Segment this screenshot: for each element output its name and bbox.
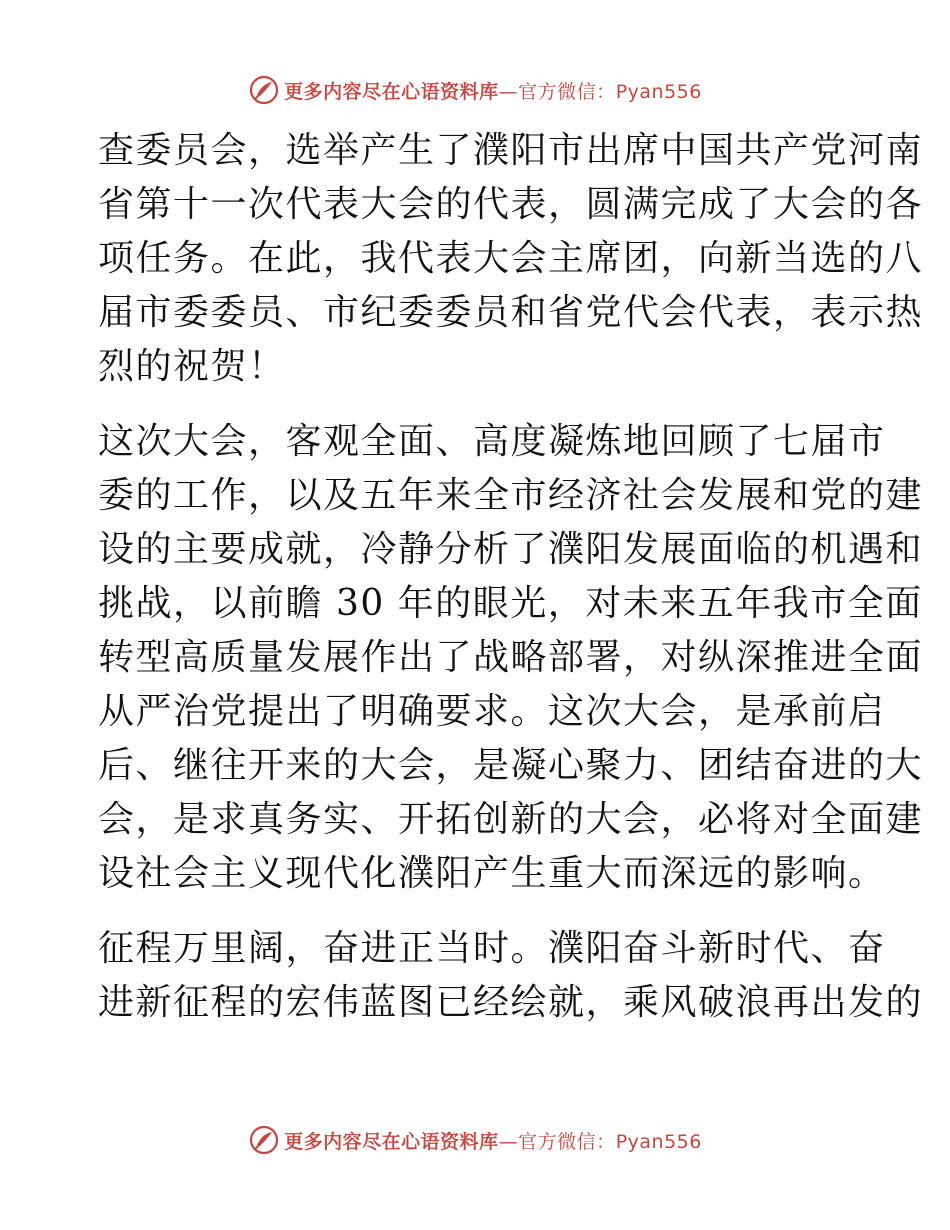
pen-logo-icon bbox=[248, 1124, 280, 1156]
footer-watermark bbox=[0, 1120, 950, 1160]
document-body bbox=[98, 124, 924, 1030]
watermark-text bbox=[284, 77, 702, 104]
paragraph bbox=[98, 124, 924, 394]
text-line: 查委员会，选举产生了濮阳市出席中国共产党河南 bbox=[98, 130, 924, 171]
text-line: 项任务。在此，我代表大会主席团，向新当选的八 bbox=[98, 238, 924, 279]
text-line: 转型高质量发展作出了战略部署，对纵深推进全面 bbox=[98, 637, 924, 678]
text-line: 届市委委员、市纪委委员和省党代会代表，表示热 bbox=[98, 292, 924, 333]
header-watermark bbox=[0, 70, 950, 110]
text-line: 省第十一次代表大会的代表，圆满完成了大会的各 bbox=[98, 184, 924, 225]
paragraph bbox=[98, 922, 924, 1030]
text-line: 挑战，以前瞻 30 年的眼光，对未来五年我市全面 bbox=[98, 583, 923, 624]
text-line: 进新征程的宏伟蓝图已经绘就，乘风破浪再出发的 bbox=[98, 982, 924, 1023]
text-line: 委的工作，以及五年来全市经济社会发展和党的建 bbox=[98, 475, 924, 516]
paragraph bbox=[98, 415, 924, 901]
watermark-separator: — bbox=[498, 80, 519, 103]
watermark-wechat-id: Pyan556 bbox=[615, 1130, 702, 1153]
text-line: 会，是求真务实、开拓创新的大会，必将对全面建 bbox=[98, 799, 924, 840]
text-line: 从严治党提出了明确要求。这次大会，是承前启 bbox=[98, 691, 886, 732]
text-line: 征程万里阔，奋进正当时。濮阳奋斗新时代、奋 bbox=[98, 928, 886, 969]
text-line: 后、继往开来的大会，是凝心聚力、团结奋进的大 bbox=[98, 745, 924, 786]
watermark-brand: 更多内容尽在心语资料库 bbox=[284, 80, 499, 103]
watermark-text bbox=[284, 1127, 702, 1154]
watermark-brand: 更多内容尽在心语资料库 bbox=[284, 1130, 499, 1153]
watermark-wechat-label: 官方微信： bbox=[518, 80, 616, 103]
watermark-wechat-id: Pyan556 bbox=[615, 80, 702, 103]
text-line: 设社会主义现代化濮阳产生重大而深远的影响。 bbox=[98, 853, 886, 894]
watermark-separator: — bbox=[498, 1130, 519, 1153]
text-line: 这次大会，客观全面、高度凝炼地回顾了七届市 bbox=[98, 421, 886, 462]
pen-logo-icon bbox=[248, 74, 280, 106]
text-line: 设的主要成就，冷静分析了濮阳发展面临的机遇和 bbox=[98, 529, 924, 570]
watermark-wechat-label: 官方微信： bbox=[518, 1130, 616, 1153]
text-line: 烈的祝贺！ bbox=[98, 346, 286, 387]
